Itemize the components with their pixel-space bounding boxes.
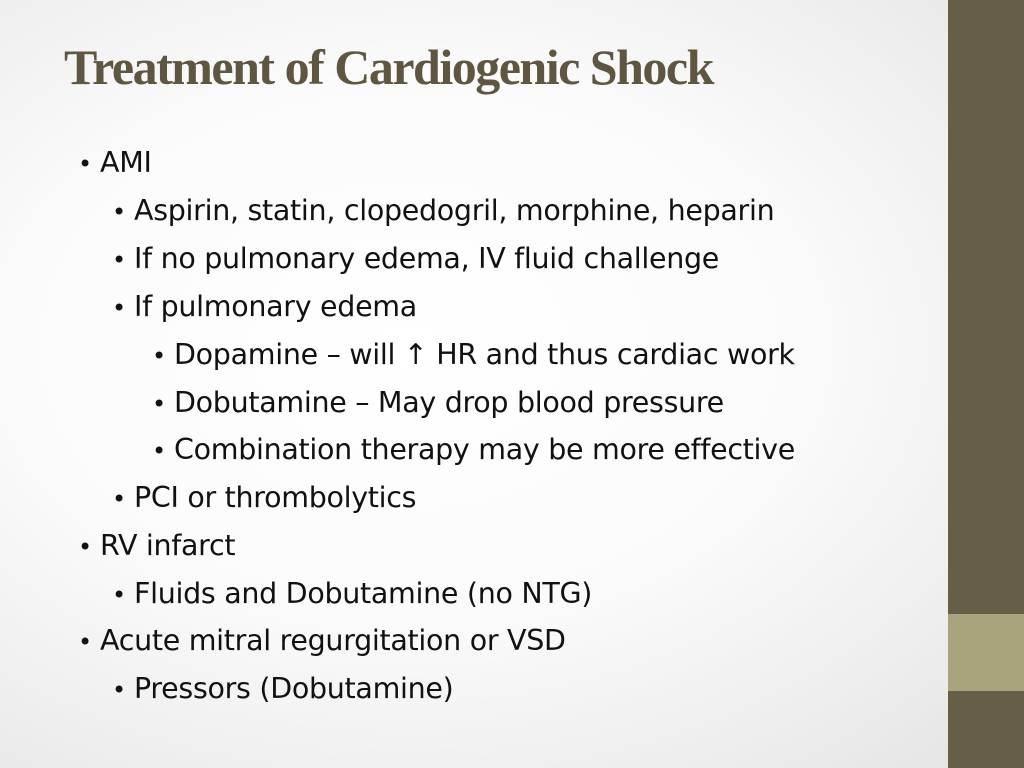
bullet-text: Aspirin, statin, clopedogril, morphine, heparin bbox=[134, 194, 775, 227]
bullet-item bbox=[112, 576, 592, 613]
bullet-marker: • bbox=[112, 198, 126, 226]
bullet-item bbox=[112, 241, 719, 278]
bullet-text: PCI or thrombolytics bbox=[134, 481, 417, 514]
bullet-marker: • bbox=[78, 533, 92, 561]
bullet-item bbox=[78, 528, 235, 565]
bullet-text: RV infarct bbox=[100, 529, 236, 562]
bullet-text: Dobutamine – May drop blood pressure bbox=[174, 386, 724, 419]
bullet-text: Fluids and Dobutamine (no NTG) bbox=[134, 577, 593, 610]
bullet-text: If no pulmonary edema, IV fluid challenge bbox=[134, 242, 720, 275]
bullet-marker: • bbox=[78, 150, 92, 178]
bullet-item bbox=[152, 432, 795, 469]
bullet-marker: • bbox=[78, 628, 92, 656]
bullet-item bbox=[78, 623, 566, 660]
bullet-item bbox=[112, 671, 453, 708]
bullet-text: Combination therapy may be more effective bbox=[174, 433, 795, 466]
bullet-marker: • bbox=[152, 437, 166, 465]
bullet-item bbox=[112, 289, 417, 326]
bullet-item bbox=[112, 480, 416, 517]
bullet-text: Pressors (Dobutamine) bbox=[134, 672, 454, 705]
bullet-marker: • bbox=[112, 485, 126, 513]
bullet-marker: • bbox=[152, 342, 166, 370]
bullet-marker: • bbox=[152, 390, 166, 418]
bullet-item bbox=[112, 193, 774, 230]
bullet-text: AMI bbox=[100, 146, 152, 179]
bullet-marker: • bbox=[112, 294, 126, 322]
bullet-text: Dopamine – will ↑ HR and thus cardiac work bbox=[174, 338, 795, 371]
bullet-marker: • bbox=[112, 246, 126, 274]
slide-title: Treatment of Cardiogenic Shock bbox=[64, 39, 713, 95]
bullet-text: If pulmonary edema bbox=[134, 290, 417, 323]
sidebar-accent-block bbox=[948, 614, 1024, 691]
bullet-text: Acute mitral regurgitation or VSD bbox=[100, 624, 566, 657]
bullet-item bbox=[152, 385, 724, 422]
bullet-item bbox=[152, 337, 795, 374]
bullet-marker: • bbox=[112, 581, 126, 609]
bullet-item bbox=[78, 145, 152, 182]
bullet-marker: • bbox=[112, 676, 126, 704]
